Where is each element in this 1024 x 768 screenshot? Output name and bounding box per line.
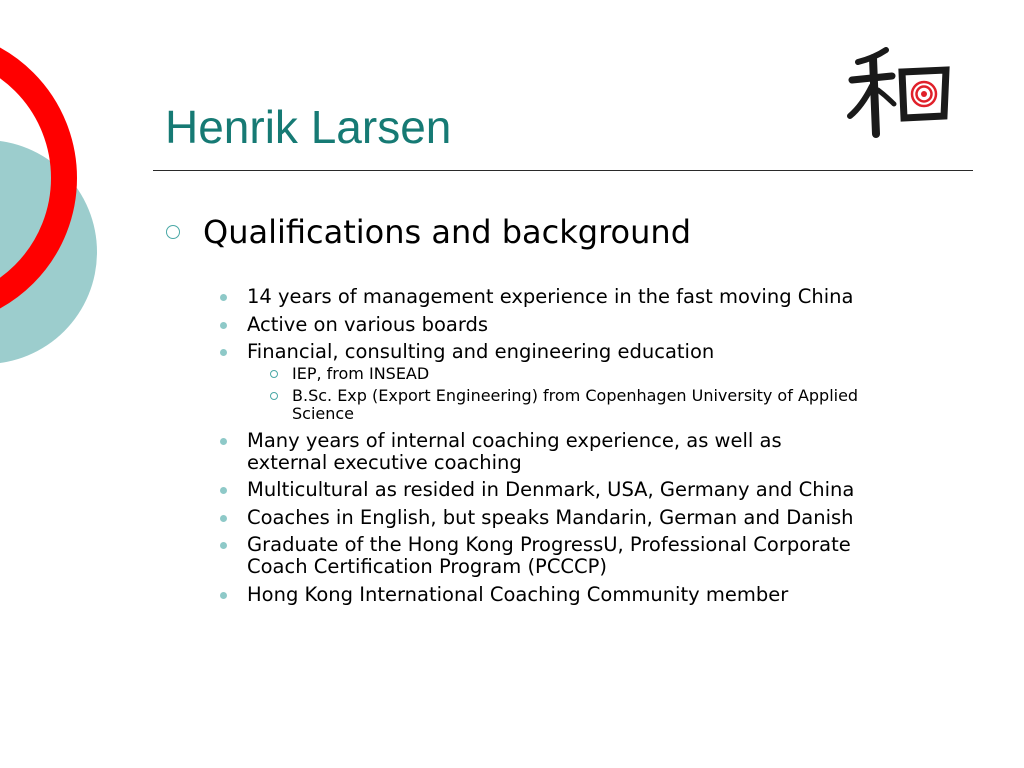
sub-list-item-text: IEP, from INSEAD [292, 363, 430, 383]
list-item [247, 341, 967, 363]
list-item-text: Many years of internal coaching experience, as well as [247, 428, 782, 452]
logo-stroke [850, 86, 872, 116]
bullet-dot-icon [220, 515, 227, 522]
bullet-dot-icon [220, 487, 227, 494]
ring-bullet-icon [270, 370, 278, 378]
section-heading: Qualifications and background [203, 213, 691, 251]
list-item-text: Graduate of the Hong Kong ProgressU, Professional Corporate [247, 533, 851, 556]
bullet-dot-icon [220, 438, 227, 445]
logo-stroke [873, 58, 876, 134]
sub-bullet-list [247, 365, 967, 423]
list-item [247, 534, 967, 578]
hollow-circle-bullet-icon [166, 225, 180, 239]
list-item [247, 314, 967, 336]
bullet-dot-icon [220, 294, 227, 301]
sub-list-item-text: B.Sc. Exp (Export Engineering) from Copenhagen University of Applied [292, 385, 859, 405]
list-item [247, 286, 967, 308]
sub-list-item [292, 387, 967, 423]
bullet-dot-icon [220, 349, 227, 356]
list-item-text: Active on various boards [247, 312, 489, 336]
bullet-list [247, 286, 967, 611]
bullet-dot-icon [220, 322, 227, 329]
kanji-he-with-target-icon [846, 44, 950, 138]
list-item-text: 14 years of management experience in the fast moving China [247, 285, 854, 308]
list-item-text: Financial, consulting and engineering education [247, 340, 715, 363]
list-item-text-continued: external executive coaching [247, 450, 522, 474]
list-item-text: Multicultural as resided in Denmark, USA, Germany and China [247, 478, 855, 501]
list-item-text-continued: Coach Certification Program (PCCCP) [247, 555, 608, 578]
list-item-text: Coaches in English, but speaks Mandarin, German and Danish [247, 505, 854, 529]
list-item-text: Hong Kong International Coaching Community member [247, 582, 789, 606]
bullet-dot-icon [220, 592, 227, 599]
list-item [247, 430, 967, 474]
title-divider [153, 170, 973, 171]
list-item [247, 507, 967, 529]
sub-list-item [292, 365, 967, 383]
logo-stroke [878, 90, 894, 104]
decorative-circles [0, 0, 110, 400]
slide-title: Henrik Larsen [165, 101, 452, 153]
ring-bullet-icon [270, 392, 278, 400]
list-item [247, 479, 967, 501]
logo-target-center [921, 91, 927, 97]
bullet-dot-icon [220, 542, 227, 549]
list-item [247, 584, 967, 606]
sub-list-item-text-continued: Science [292, 403, 355, 423]
